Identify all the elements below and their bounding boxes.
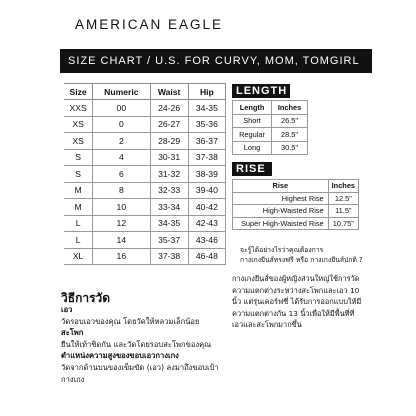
length-table-row	[233, 128, 308, 142]
rise-table-row	[233, 217, 359, 230]
size-table-row	[64, 100, 226, 117]
size-table-cell: 36-37	[188, 133, 225, 150]
rise-table	[232, 179, 359, 230]
size-table-cell: XXS	[64, 100, 93, 117]
rise-table-header	[233, 180, 359, 193]
length-table-cell: Long	[233, 141, 272, 155]
size-table-cell: 42-43	[188, 215, 225, 232]
length-table-row	[233, 141, 308, 155]
length-title: LENGTH	[232, 84, 290, 98]
size-table-cell: 00	[93, 100, 150, 117]
size-table-cell: L	[64, 215, 93, 232]
header-size: Size	[64, 84, 93, 100]
curvy-fit-explanation: กางเกงยีนส์ของผู้หญิงส่วนใหญ่ใช้การวัด ความแตกต่างระหว่างสะโพกและเอว 10 นิ้ว แต่รุ่นเคอร์ฟซี่ ได้รับการออกแบบให้มีความแตกต่างกัน 13 นิ้วเพื่อให้มีพื้นที่ที่เอวและสะโพกมากขึ้น	[232, 274, 362, 330]
size-table-cell: 38-39	[188, 166, 225, 183]
rise-header-inches: Inches	[328, 180, 358, 193]
length-header-length: Length	[233, 101, 272, 115]
length-header-inches: Inches	[272, 101, 308, 115]
size-table-cell: 12	[93, 215, 150, 232]
header-numeric: Numeric	[93, 84, 150, 100]
rise-header-rise: Rise	[233, 180, 329, 193]
size-table-cell: 46-48	[188, 248, 225, 265]
size-chart-banner: SIZE CHART / U.S. FOR CURVY, MOM, TOMGIRL	[60, 49, 372, 73]
size-table-row	[64, 133, 226, 150]
size-table-row	[64, 248, 226, 265]
size-table-cell: 8	[93, 182, 150, 199]
size-table-cell: 24-26	[150, 100, 188, 117]
size-table-cell: S	[64, 166, 93, 183]
size-table-cell: M	[64, 199, 93, 216]
length-table-row	[233, 114, 308, 128]
size-table-cell: 39-40	[188, 182, 225, 199]
size-table-cell: 4	[93, 149, 150, 166]
measure-waist-text: วัดรอบเอวของคุณ โดยวัดให้หลวมเล็กน้อย	[61, 316, 200, 326]
size-table-row	[64, 116, 226, 133]
length-table-header	[233, 101, 308, 115]
rise-table-cell: 10.75"	[328, 217, 358, 230]
rise-table-cell: 11.5"	[328, 205, 358, 218]
rise-table-row	[233, 205, 359, 218]
size-table-cell: 14	[93, 232, 150, 249]
size-table-cell: 31-32	[150, 166, 188, 183]
size-table-cell: 34-35	[188, 100, 225, 117]
size-table-cell: XS	[64, 133, 93, 150]
length-table-cell: 26.5"	[272, 114, 308, 128]
size-table-cell: 35-36	[188, 116, 225, 133]
measure-rise-head: ตำแหน่งความสูงของขอบเอวกางเกง	[61, 351, 179, 361]
size-table-cell: 40-42	[188, 199, 225, 216]
size-table-row	[64, 149, 226, 166]
length-table-cell: Short	[233, 114, 272, 128]
size-table-cell: 32-33	[150, 182, 188, 199]
how-to-measure-list	[61, 304, 237, 385]
size-table-cell: 0	[93, 116, 150, 133]
measure-rise-text: วัดจากด้านบนของเข็มขัด (เอว) ลงมาถึงขอบเป้ากางเกง	[61, 362, 219, 384]
measure-hip-head: สะโพก	[61, 328, 84, 338]
size-table-cell: 6	[93, 166, 150, 183]
rise-table-cell: High-Waisted Rise	[233, 205, 329, 218]
size-table-cell: L	[64, 232, 93, 249]
size-table-row	[64, 166, 226, 183]
fit-question-line-1: จะรู้ได้อย่างไรว่าคุณต้องการ	[240, 246, 324, 254]
fit-question-line-2: กางเกงยีนส์ทรงฟรี หรือ กางเกงยีนส์ปกติ ?	[240, 256, 363, 264]
size-table-cell: S	[64, 149, 93, 166]
length-table-cell: 28.5"	[272, 128, 308, 142]
size-table-cell: 28-29	[150, 133, 188, 150]
rise-title: RISE	[232, 162, 272, 176]
header-waist: Waist	[150, 84, 188, 100]
size-table-row	[64, 182, 226, 199]
size-table-cell: XL	[64, 248, 93, 265]
size-table-row	[64, 215, 226, 232]
rise-table-cell: Super High-Waisted Rise	[233, 217, 329, 230]
size-table-row	[64, 232, 226, 249]
length-table-cell: 30.5"	[272, 141, 308, 155]
size-table-cell: 10	[93, 199, 150, 216]
measure-hip-text: ยืนให้เท้าชิดกัน และวัดโดยรอบสะโพกของคุณ	[61, 339, 212, 349]
how-to-measure-title: วิธีการวัด	[61, 291, 111, 305]
size-table-cell: M	[64, 182, 93, 199]
size-table-row	[64, 199, 226, 216]
length-table	[232, 100, 308, 155]
length-table-cell: Regular	[233, 128, 272, 142]
size-table-cell: 30-31	[150, 149, 188, 166]
size-table-cell: 26-27	[150, 116, 188, 133]
size-table-cell: XS	[64, 116, 93, 133]
size-table	[64, 83, 226, 265]
rise-table-row	[233, 192, 359, 205]
size-table-cell: 35-37	[150, 232, 188, 249]
fit-question	[240, 245, 363, 265]
size-table-cell: 33-34	[150, 199, 188, 216]
rise-table-cell: Highest Rise	[233, 192, 329, 205]
header-hip: Hip	[188, 84, 225, 100]
size-table-header	[64, 84, 226, 100]
size-table-cell: 2	[93, 133, 150, 150]
rise-table-cell: 12.5"	[328, 192, 358, 205]
size-table-cell: 43-46	[188, 232, 225, 249]
measure-waist-head: เอว	[61, 305, 73, 314]
size-table-cell: 16	[93, 248, 150, 265]
size-table-cell: 37-38	[150, 248, 188, 265]
size-table-cell: 37-38	[188, 149, 225, 166]
brand-logo: AMERICAN EAGLE	[75, 17, 224, 32]
size-table-cell: 34-35	[150, 215, 188, 232]
